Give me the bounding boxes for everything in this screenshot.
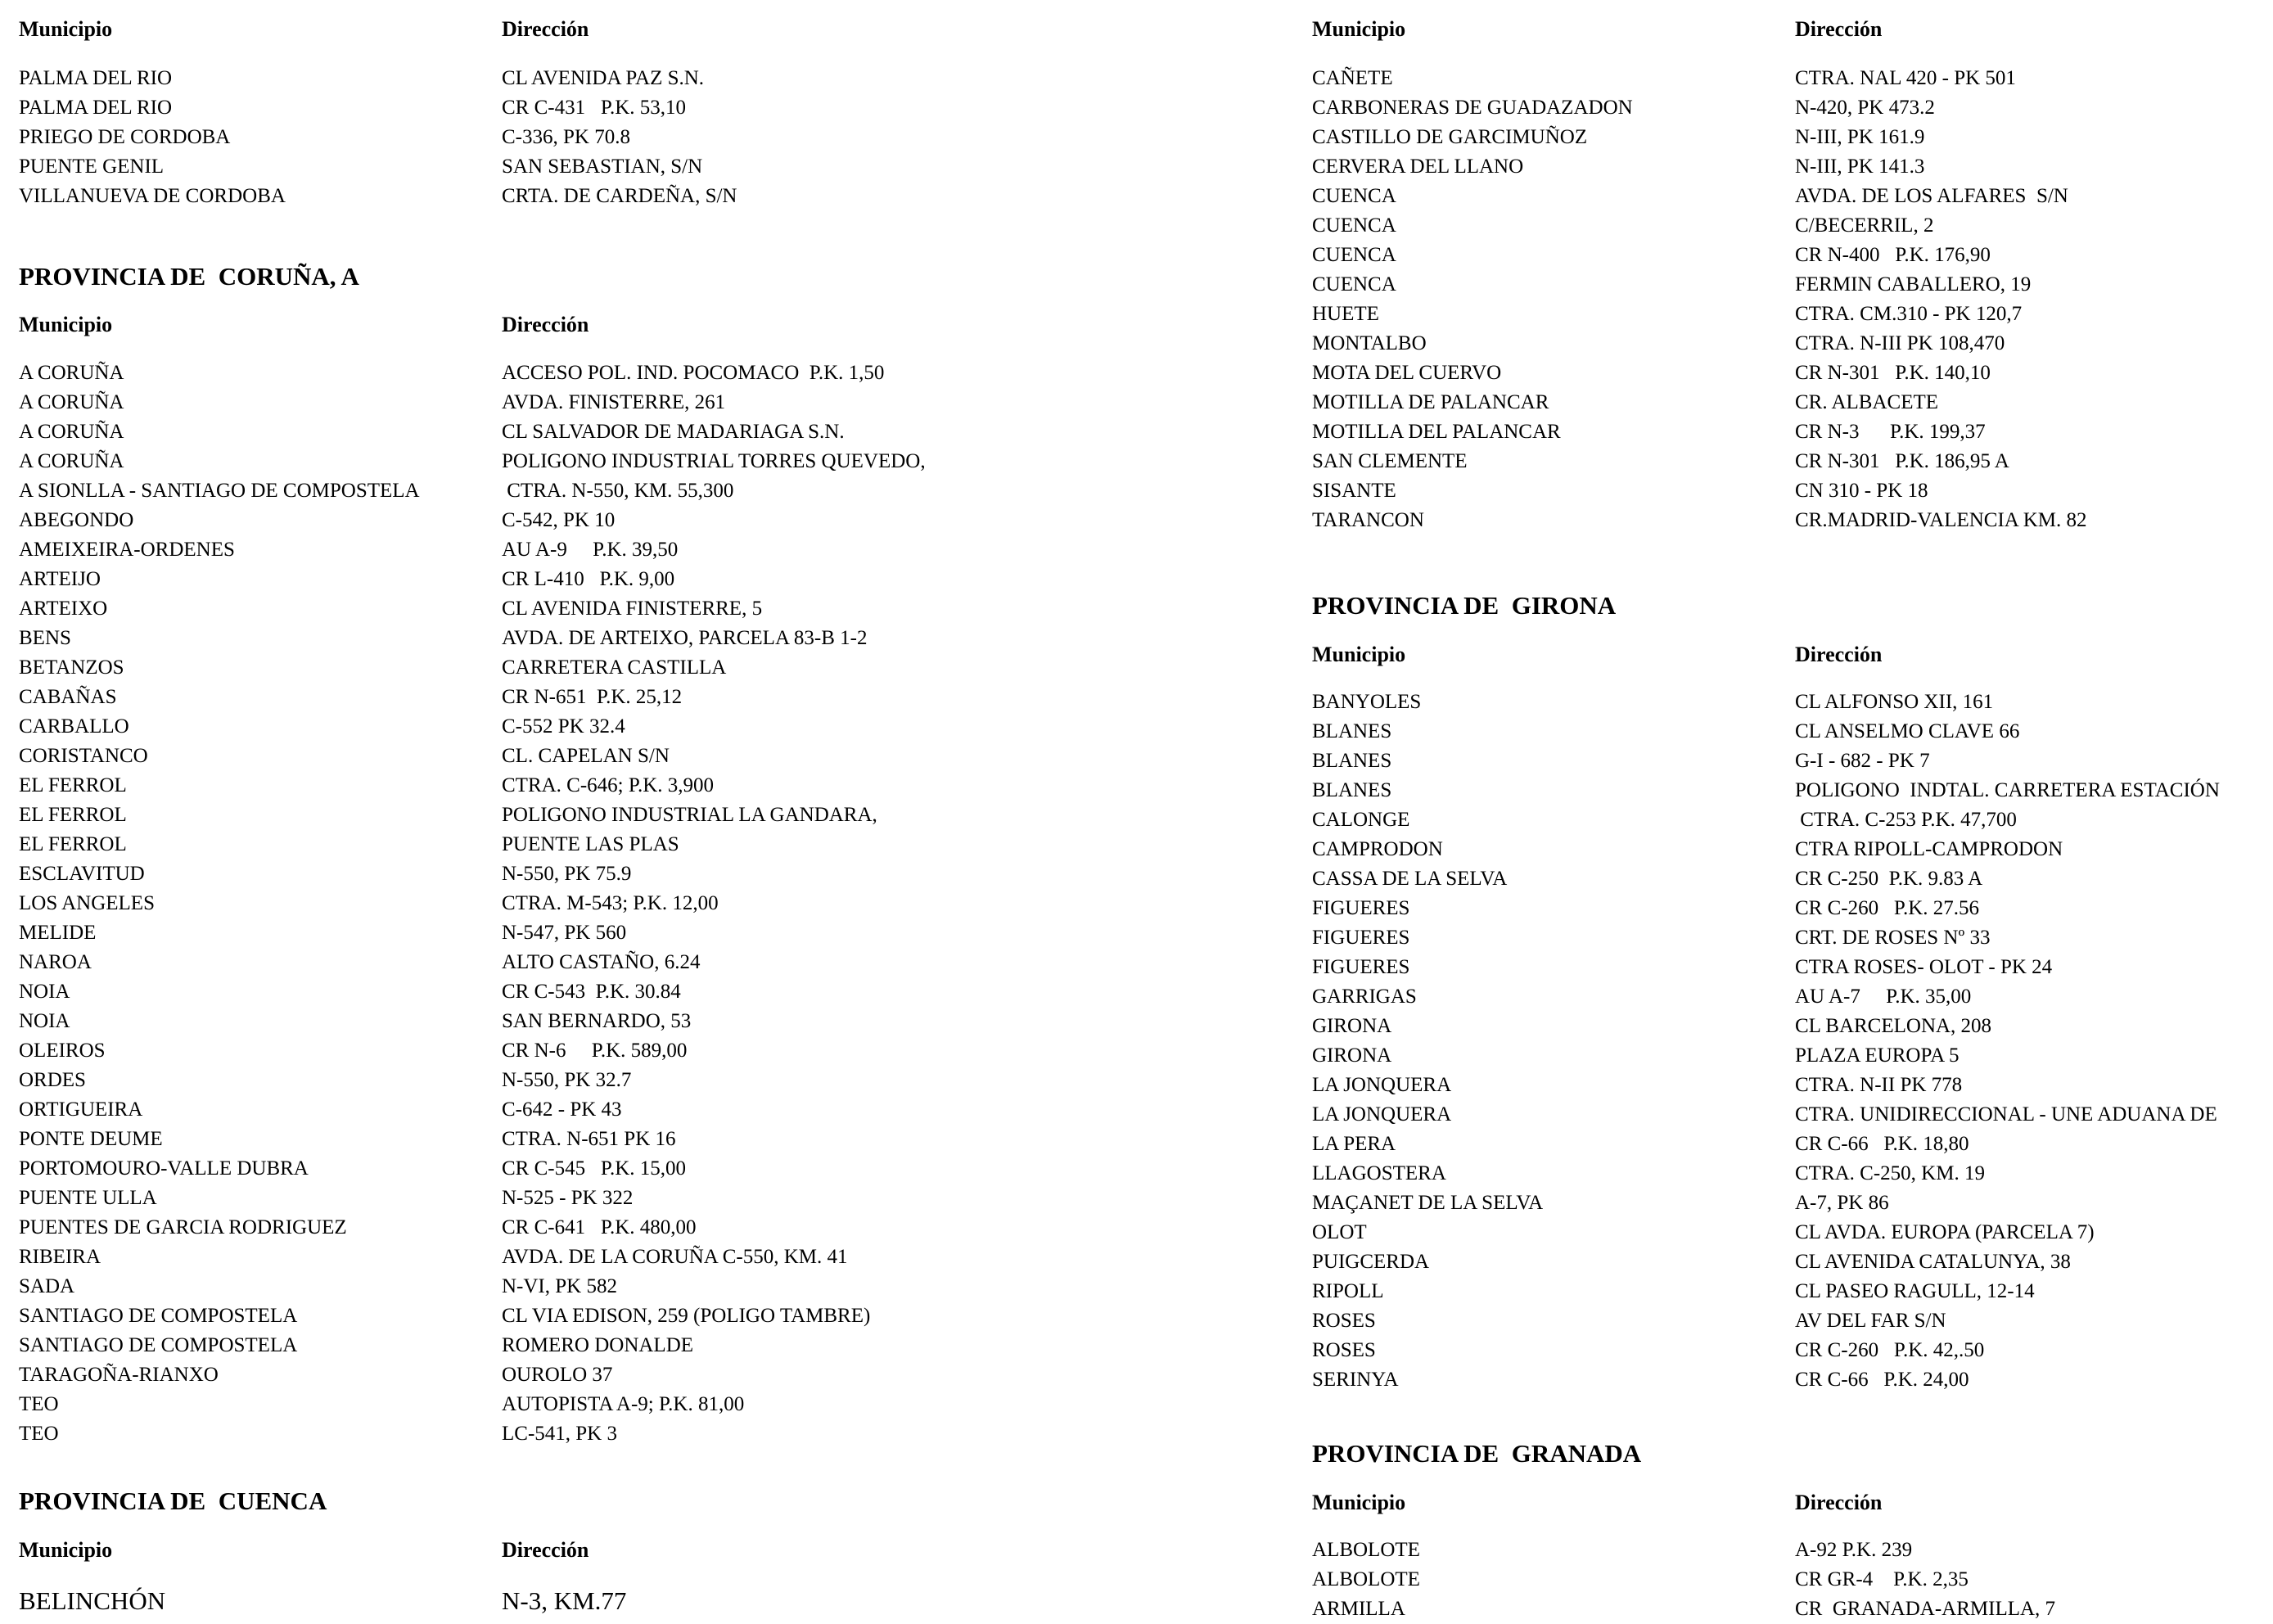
municipio-cell: ABEGONDO <box>19 509 134 531</box>
table-row <box>1312 359 2262 388</box>
municipio-cell: LA JONQUERA <box>1312 1074 1452 1096</box>
table-row <box>1312 835 2262 864</box>
municipio-cell: PRIEGO DE CORDOBA <box>19 126 231 148</box>
direccion-cell: CTRA. N-550, KM. 55,300 <box>502 480 734 502</box>
direccion-cell: CL ALFONSO XII, 161 <box>1795 691 1994 713</box>
direccion-cell: C-336, PK 70.8 <box>502 126 630 148</box>
direccion-cell: G-I - 682 - PK 7 <box>1795 750 1930 772</box>
municipio-cell: GIRONA <box>1312 1015 1392 1037</box>
direccion-cell: CL ANSELMO CLAVE 66 <box>1795 720 2020 742</box>
direccion-cell: CRTA. DE CARDEÑA, S/N <box>502 185 737 207</box>
table-row <box>19 1213 1148 1243</box>
section-granada <box>1312 1437 2262 1620</box>
direccion-cell: A-7, PK 86 <box>1795 1192 1889 1214</box>
municipio-cell: BLANES <box>1312 779 1392 801</box>
municipio-cell: OLOT <box>1312 1221 1367 1243</box>
table-row <box>19 1066 1148 1095</box>
municipio-cell: PUIGCERDA <box>1312 1251 1430 1273</box>
direccion-cell: A-92 P.K. 239 <box>1795 1539 1913 1561</box>
table-row <box>19 1272 1148 1301</box>
direccion-cell: CTRA. NAL 420 - PK 501 <box>1795 67 2016 89</box>
direccion-cell: CR L-410 P.K. 9,00 <box>502 568 675 590</box>
table-header <box>19 1536 1148 1565</box>
header-municipio: Municipio <box>1312 643 1406 666</box>
direccion-cell: C/BECERRIL, 2 <box>1795 214 1934 237</box>
table-row <box>19 1095 1148 1125</box>
table-row <box>19 64 1148 93</box>
table-header <box>1312 1488 2262 1518</box>
direccion-cell: CL BARCELONA, 208 <box>1795 1015 1992 1037</box>
municipio-cell: PUENTES DE GARCIA RODRIGUEZ <box>19 1216 347 1238</box>
rows-granada <box>1312 1536 2262 1624</box>
table-row <box>1312 1595 2262 1624</box>
direccion-cell: N-420, PK 473.2 <box>1795 97 1935 119</box>
table-row <box>1312 447 2262 476</box>
municipio-cell: LA PERA <box>1312 1133 1396 1155</box>
direccion-cell: CL. CAPELAN S/N <box>502 745 670 767</box>
table-row <box>1312 93 2262 123</box>
municipio-cell: BLANES <box>1312 720 1392 742</box>
table-row <box>1312 1536 2262 1565</box>
direccion-cell: SAN SEBASTIAN, S/N <box>502 156 703 178</box>
table-row <box>19 1007 1148 1036</box>
table-row <box>19 1184 1148 1213</box>
direccion-cell: OUROLO 37 <box>502 1364 613 1386</box>
direccion-cell: CR N-400 P.K. 176,90 <box>1795 244 1991 266</box>
direccion-cell: N-525 - PK 322 <box>502 1187 634 1209</box>
table-row <box>1312 1565 2262 1595</box>
municipio-cell: CASSA DE LA SELVA <box>1312 868 1508 890</box>
direccion-cell: AVDA. DE LA CORUÑA C-550, KM. 41 <box>502 1246 848 1268</box>
header-direccion: Dirección <box>502 17 589 41</box>
direccion-cell: POLIGONO INDUSTRIAL TORRES QUEVEDO, <box>502 450 926 472</box>
direccion-cell: C-542, PK 10 <box>502 509 616 531</box>
table-row <box>19 152 1148 182</box>
table-row <box>1312 805 2262 835</box>
municipio-cell: EL FERROL <box>19 804 127 826</box>
direccion-cell: N-III, PK 141.3 <box>1795 156 1925 178</box>
municipio-cell: ORTIGUEIRA <box>19 1098 143 1121</box>
municipio-cell: LOS ANGELES <box>19 892 155 914</box>
direccion-cell: CR GR-4 P.K. 2,35 <box>1795 1568 1969 1590</box>
direccion-cell: C-552 PK 32.4 <box>502 715 625 738</box>
municipio-cell: MAÇANET DE LA SELVA <box>1312 1192 1544 1214</box>
municipio-cell: SANTIAGO DE COMPOSTELA <box>19 1305 298 1327</box>
table-row <box>19 977 1148 1007</box>
province-title-coruna: PROVINCIA DE CORUÑA, A <box>19 262 359 291</box>
table-row <box>1312 182 2262 211</box>
municipio-cell: GARRIGAS <box>1312 986 1417 1008</box>
header-direccion: Dirección <box>1795 1491 1883 1514</box>
direccion-cell: AVDA. DE LOS ALFARES S/N <box>1795 185 2068 207</box>
table-row <box>19 801 1148 830</box>
direccion-cell: AVDA. DE ARTEIXO, PARCELA 83-B 1-2 <box>502 627 868 649</box>
municipio-cell: CALONGE <box>1312 809 1410 831</box>
table-row <box>1312 894 2262 923</box>
municipio-cell: CUENCA <box>1312 244 1396 266</box>
direccion-cell: CL AVENIDA FINISTERRE, 5 <box>502 598 763 620</box>
table-row <box>19 506 1148 535</box>
direccion-cell: CR N-6 P.K. 589,00 <box>502 1040 688 1062</box>
municipio-cell: CAÑETE <box>1312 67 1393 89</box>
table-row <box>1312 776 2262 805</box>
municipio-cell: TARANCON <box>1312 509 1424 531</box>
direccion-cell: CTRA. N-III PK 108,470 <box>1795 332 2005 354</box>
table-row <box>19 1390 1148 1419</box>
direccion-cell: CR C-543 P.K. 30.84 <box>502 981 681 1003</box>
direccion-cell: CTRA. N-651 PK 16 <box>502 1128 676 1150</box>
table-row <box>1312 211 2262 241</box>
municipio-cell: RIPOLL <box>1312 1280 1384 1302</box>
direccion-cell: CTRA. N-II PK 778 <box>1795 1074 1963 1096</box>
direccion-cell: CR N-3 P.K. 199,37 <box>1795 421 1986 443</box>
direccion-cell: CTRA. C-253 P.K. 47,700 <box>1795 809 2017 831</box>
direccion-cell: POLIGONO INDTAL. CARRETERA ESTACIÓN <box>1795 779 2220 801</box>
table-row <box>1312 64 2262 93</box>
rows-coruna <box>19 359 1148 1449</box>
municipio-cell: PALMA DEL RIO <box>19 97 173 119</box>
table-row <box>19 1331 1148 1360</box>
direccion-cell: CR C-66 P.K. 24,00 <box>1795 1369 1969 1391</box>
municipio-cell: PUENTE ULLA <box>19 1187 157 1209</box>
direccion-cell: PLAZA EUROPA 5 <box>1795 1044 1960 1067</box>
municipio-cell: VILLANUEVA DE CORDOBA <box>19 185 286 207</box>
direccion-cell: ALTO CASTAÑO, 6.24 <box>502 951 701 973</box>
table-row <box>19 1125 1148 1154</box>
municipio-cell: CERVERA DEL LLANO <box>1312 156 1524 178</box>
direccion-cell: CTRA. M-543; P.K. 12,00 <box>502 892 719 914</box>
municipio-cell: CARBALLO <box>19 715 129 738</box>
direccion-cell: N-547, PK 560 <box>502 922 627 944</box>
municipio-cell: MOTILLA DEL PALANCAR <box>1312 421 1561 443</box>
municipio-cell: ESCLAVITUD <box>19 863 145 885</box>
direccion-cell: N-550, PK 75.9 <box>502 863 632 885</box>
municipio-cell: ARMILLA <box>1312 1598 1405 1620</box>
direccion-cell: AV DEL FAR S/N <box>1795 1310 1946 1332</box>
table-header <box>19 15 1148 44</box>
municipio-cell: ROSES <box>1312 1310 1376 1332</box>
table-row <box>19 1419 1148 1449</box>
municipio-cell: CUENCA <box>1312 185 1396 207</box>
direccion-cell: SAN BERNARDO, 53 <box>502 1010 692 1032</box>
table-row <box>19 1360 1148 1390</box>
section-girona <box>1312 589 2262 1391</box>
table-header <box>1312 15 2262 44</box>
direccion-cell: CR N-301 P.K. 186,95 A <box>1795 450 2009 472</box>
table-row <box>1312 152 2262 182</box>
direccion-cell: CTRA. C-250, KM. 19 <box>1795 1162 1985 1184</box>
table-row <box>1312 300 2262 329</box>
direccion-cell: CL AVENIDA PAZ S.N. <box>502 67 705 89</box>
direccion-cell: CR N-301 P.K. 140,10 <box>1795 362 1991 384</box>
table-row <box>1312 417 2262 447</box>
direccion-cell: CL AVDA. EUROPA (PARCELA 7) <box>1795 1221 2095 1243</box>
table-row <box>1312 1189 2262 1218</box>
table-row <box>1312 1071 2262 1100</box>
municipio-cell: PORTOMOURO-VALLE DUBRA <box>19 1157 309 1180</box>
table-row <box>1312 506 2262 535</box>
header-municipio: Municipio <box>19 313 113 336</box>
municipio-cell: SADA <box>19 1275 75 1297</box>
header-municipio: Municipio <box>19 17 113 41</box>
table-row <box>1312 241 2262 270</box>
direccion-cell: AVDA. FINISTERRE, 261 <box>502 391 726 413</box>
direccion-cell: CRT. DE ROSES Nº 33 <box>1795 927 1991 949</box>
header-municipio: Municipio <box>1312 17 1406 41</box>
table-row <box>1312 1277 2262 1306</box>
table-row <box>19 1036 1148 1066</box>
municipio-cell: CABAÑAS <box>19 686 117 708</box>
table-row <box>1312 1336 2262 1365</box>
table-row <box>1312 270 2262 300</box>
header-direccion: Dirección <box>1795 643 1883 666</box>
municipio-cell: SERINYA <box>1312 1369 1399 1391</box>
table-row <box>19 742 1148 771</box>
municipio-cell: ARTEIXO <box>19 598 108 620</box>
municipio-cell: FIGUERES <box>1312 897 1410 919</box>
table-row <box>1312 123 2262 152</box>
table-row <box>19 388 1148 417</box>
municipio-cell: HUETE <box>1312 303 1379 325</box>
rows-girona <box>1312 688 2262 1395</box>
table-row <box>1312 1247 2262 1277</box>
municipio-cell: MONTALBO <box>1312 332 1427 354</box>
table-row <box>1312 717 2262 747</box>
municipio-cell: CUENCA <box>1312 214 1396 237</box>
table-row <box>19 948 1148 977</box>
municipio-cell: NAROA <box>19 951 92 973</box>
municipio-cell: MOTILLA DE PALANCAR <box>1312 391 1549 413</box>
direccion-cell: CR C-545 P.K. 15,00 <box>502 1157 687 1180</box>
municipio-cell: A CORUÑA <box>19 362 124 384</box>
municipio-cell: CARBONERAS DE GUADAZADON <box>1312 97 1633 119</box>
direccion-cell: N-III, PK 161.9 <box>1795 126 1925 148</box>
municipio-cell: EL FERROL <box>19 774 127 796</box>
table-row <box>19 594 1148 624</box>
municipio-cell: SISANTE <box>1312 480 1396 502</box>
table-row <box>19 417 1148 447</box>
direccion-cell: CL PASEO RAGULL, 12-14 <box>1795 1280 2035 1302</box>
municipio-cell: FIGUERES <box>1312 956 1410 978</box>
municipio-cell: ROSES <box>1312 1339 1376 1361</box>
municipio-cell: LLAGOSTERA <box>1312 1162 1446 1184</box>
table-row <box>19 859 1148 889</box>
table-row <box>1312 1130 2262 1159</box>
municipio-cell: PONTE DEUME <box>19 1128 163 1150</box>
direccion-cell: AUTOPISTA A-9; P.K. 81,00 <box>502 1393 745 1415</box>
direccion-cell: ACCESO POL. IND. POCOMACO P.K. 1,50 <box>502 362 885 384</box>
table-row <box>19 712 1148 742</box>
table-row <box>1312 476 2262 506</box>
municipio-cell: NOIA <box>19 1010 70 1032</box>
direccion-cell: POLIGONO INDUSTRIAL LA GANDARA, <box>502 804 877 826</box>
table-row <box>1312 1012 2262 1041</box>
municipio-cell: CASTILLO DE GARCIMUÑOZ <box>1312 126 1588 148</box>
table-row <box>19 918 1148 948</box>
direccion-cell: CR C-260 P.K. 42,.50 <box>1795 1339 1985 1361</box>
direccion-cell: N-VI, PK 582 <box>502 1275 617 1297</box>
direccion-cell: ROMERO DONALDE <box>502 1334 694 1356</box>
municipio-cell: OLEIROS <box>19 1040 106 1062</box>
table-row <box>19 447 1148 476</box>
province-title-girona: PROVINCIA DE GIRONA <box>1312 591 1617 620</box>
table-row <box>19 1301 1148 1331</box>
header-municipio: Municipio <box>19 1538 113 1562</box>
rows-cuenca <box>1312 64 2262 535</box>
municipio-cell: LA JONQUERA <box>1312 1103 1452 1126</box>
table-row <box>1312 1041 2262 1071</box>
municipio-cell: BETANZOS <box>19 656 124 679</box>
municipio-cell: AMEIXEIRA-ORDENES <box>19 539 235 561</box>
direccion-cell: CTRA ROSES- OLOT - PK 24 <box>1795 956 2053 978</box>
direccion-cell: CR C-431 P.K. 53,10 <box>502 97 687 119</box>
municipio-cell: ALBOLOTE <box>1312 1539 1420 1561</box>
table-row <box>19 565 1148 594</box>
table-row <box>19 1154 1148 1184</box>
municipio-cell: A CORUÑA <box>19 450 124 472</box>
header-municipio: Municipio <box>1312 1491 1406 1514</box>
direccion-cell: CTRA. CM.310 - PK 120,7 <box>1795 303 2023 325</box>
table-row <box>19 830 1148 859</box>
municipio-cell: CAMPRODON <box>1312 838 1443 860</box>
direccion-cell: CR. ALBACETE <box>1795 391 1939 413</box>
table-row <box>19 653 1148 683</box>
direccion-cell: CR C-260 P.K. 27.56 <box>1795 897 1980 919</box>
municipio-cell: BENS <box>19 627 71 649</box>
table-row <box>19 535 1148 565</box>
municipio-cell: RIBEIRA <box>19 1246 101 1268</box>
header-direccion: Dirección <box>502 313 589 336</box>
municipio-cell: SAN CLEMENTE <box>1312 450 1468 472</box>
table-row <box>19 476 1148 506</box>
municipio-cell: MOTA DEL CUERVO <box>1312 362 1502 384</box>
municipio-cell: ARTEIJO <box>19 568 101 590</box>
table-row <box>19 1243 1148 1272</box>
table-header <box>19 310 1148 340</box>
municipio-cell: TEO <box>19 1393 59 1415</box>
province-title-granada: PROVINCIA DE GRANADA <box>1312 1439 1642 1468</box>
direccion-cell: CN 310 - PK 18 <box>1795 480 1928 502</box>
direccion-cell: CR C-66 P.K. 18,80 <box>1795 1133 1969 1155</box>
direccion-cell: LC-541, PK 3 <box>502 1423 617 1445</box>
direccion-cell: CTRA. C-646; P.K. 3,900 <box>502 774 715 796</box>
direccion-cell: CARRETERA CASTILLA <box>502 656 727 679</box>
table-row <box>1312 1365 2262 1395</box>
municipio-cell: EL FERROL <box>19 833 127 855</box>
table-row <box>1312 1306 2262 1336</box>
municipio-cell: CUENCA <box>1312 273 1396 295</box>
table-row <box>1312 982 2262 1012</box>
table-row <box>1312 1218 2262 1247</box>
direccion-cell: N-3, KM.77 <box>502 1586 627 1615</box>
municipio-cell: BELINCHÓN <box>19 1586 166 1615</box>
municipio-cell: BANYOLES <box>1312 691 1422 713</box>
header-direccion: Dirección <box>1795 17 1883 41</box>
direccion-cell: CL VIA EDISON, 259 (POLIGO TAMBRE) <box>502 1305 871 1327</box>
direccion-cell: CTRA RIPOLL-CAMPRODON <box>1795 838 2063 860</box>
table-row <box>1312 388 2262 417</box>
province-title-cuenca: PROVINCIA DE CUENCA <box>19 1486 327 1515</box>
table-row <box>19 93 1148 123</box>
direccion-cell: CR N-651 P.K. 25,12 <box>502 686 683 708</box>
rows-cordoba <box>19 64 1148 211</box>
table-row <box>1312 953 2262 982</box>
direccion-cell: C-642 - PK 43 <box>502 1098 622 1121</box>
direccion-cell: CR C-250 P.K. 9.83 A <box>1795 868 1983 890</box>
municipio-cell: MELIDE <box>19 922 97 944</box>
rows-cuenca-start <box>19 1586 1148 1617</box>
table-row <box>1312 688 2262 717</box>
municipio-cell: CORISTANCO <box>19 745 148 767</box>
direccion-cell: CR.MADRID-VALENCIA KM. 82 <box>1795 509 2087 531</box>
table-row <box>1312 1159 2262 1189</box>
municipio-cell: SANTIAGO DE COMPOSTELA <box>19 1334 298 1356</box>
municipio-cell: GIRONA <box>1312 1044 1392 1067</box>
municipio-cell: FIGUERES <box>1312 927 1410 949</box>
direccion-cell: CL SALVADOR DE MADARIAGA S.N. <box>502 421 845 443</box>
direccion-cell: CL AVENIDA CATALUNYA, 38 <box>1795 1251 2071 1273</box>
table-row <box>19 683 1148 712</box>
table-header <box>1312 640 2262 670</box>
header-direccion: Dirección <box>502 1538 589 1562</box>
municipio-cell: TEO <box>19 1423 59 1445</box>
table-row <box>1312 329 2262 359</box>
municipio-cell: BLANES <box>1312 750 1392 772</box>
table-row <box>1312 923 2262 953</box>
municipio-cell: A CORUÑA <box>19 421 124 443</box>
direccion-cell: N-550, PK 32.7 <box>502 1069 632 1091</box>
direccion-cell: FERMIN CABALLERO, 19 <box>1795 273 2032 295</box>
table-row <box>19 889 1148 918</box>
table-row <box>19 771 1148 801</box>
municipio-cell: NOIA <box>19 981 70 1003</box>
section-cuenca-start <box>19 1485 1148 1615</box>
direccion-cell: CTRA. UNIDIRECCIONAL - UNE ADUANA DE <box>1795 1103 2217 1126</box>
municipio-cell: ORDES <box>19 1069 86 1091</box>
table-row <box>1312 747 2262 776</box>
table-row <box>1312 864 2262 894</box>
direccion-cell: PUENTE LAS PLAS <box>502 833 679 855</box>
direccion-cell: AU A-7 P.K. 35,00 <box>1795 986 1972 1008</box>
table-row <box>19 1586 1148 1617</box>
table-row <box>19 123 1148 152</box>
municipio-cell: PUENTE GENIL <box>19 156 165 178</box>
direccion-cell: CR C-641 P.K. 480,00 <box>502 1216 697 1238</box>
table-row <box>19 182 1148 211</box>
table-row <box>1312 1100 2262 1130</box>
table-row <box>19 624 1148 653</box>
section-coruna <box>19 260 1148 1445</box>
municipio-cell: A SIONLLA - SANTIAGO DE COMPOSTELA <box>19 480 420 502</box>
municipio-cell: TARAGOÑA-RIANXO <box>19 1364 219 1386</box>
municipio-cell: ALBOLOTE <box>1312 1568 1420 1590</box>
direccion-cell: CR GRANADA-ARMILLA, 7 <box>1795 1598 2056 1620</box>
direccion-cell: AU A-9 P.K. 39,50 <box>502 539 679 561</box>
municipio-cell: A CORUÑA <box>19 391 124 413</box>
table-row <box>19 359 1148 388</box>
municipio-cell: PALMA DEL RIO <box>19 67 173 89</box>
